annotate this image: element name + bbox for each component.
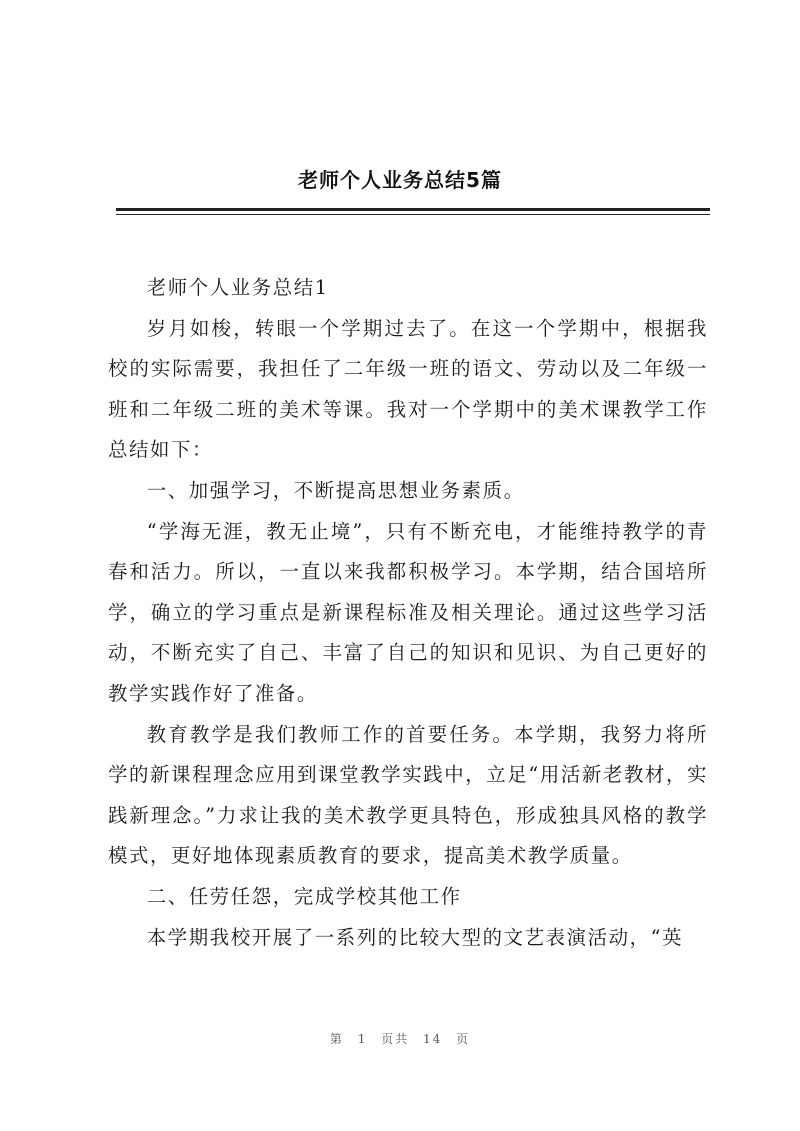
paragraph: “学海无涯，教无止境”，只有不断充电，才能维持教学的青春和活力。所以，一直以来我都积极学习。本学期，结合国培所学，确立的学习重点是新课程标准及相关理论。通过这些学习活动，不断充实了自己、丰富了自己的知识和见识、为自己更好的教学实践作好了准备。 — [108, 519, 708, 705]
footer-prefix: 第 — [329, 1032, 344, 1046]
subsection-heading: 二、任劳任怨，完成学校其他工作 — [146, 884, 462, 908]
subsection-heading: 一、加强学习，不断提高思想业务素质。 — [146, 478, 525, 502]
footer-middle: 页共 — [381, 1032, 410, 1046]
footer-total-pages: 14 — [423, 1032, 443, 1046]
paragraph: 岁月如梭，转眼一个学期过去了。在这一个学期中，根据我校的实际需要，我担任了二年级一班的语文、劳动以及二年级一班和二年级二班的美术等课。我对一个学期中的美术课教学工作总结如下： — [108, 316, 708, 462]
footer-suffix: 页 — [456, 1032, 471, 1046]
section-heading: 老师个人业务总结1 — [146, 276, 329, 299]
paragraph: 教育教学是我们教师工作的首要任务。本学期，我努力将所学的新课程理念应用到课堂教学实践中，立足“用活新老教材，实践新理念。”力求让我的美术教学更具特色，形成独具风格的教学模式，更好地体现素质教育的要求，提高美术教学质量。 — [108, 722, 708, 868]
paragraph: 本学期我校开展了一系列的比较大型的文艺表演活动，“英 — [146, 925, 684, 949]
document-body — [108, 268, 708, 958]
document-title: 老师个人业务总结5篇 — [298, 168, 502, 192]
footer-current-page: 1 — [357, 1032, 368, 1046]
title-divider-thin — [116, 214, 710, 215]
title-divider — [116, 208, 710, 211]
page-footer — [0, 1030, 800, 1047]
